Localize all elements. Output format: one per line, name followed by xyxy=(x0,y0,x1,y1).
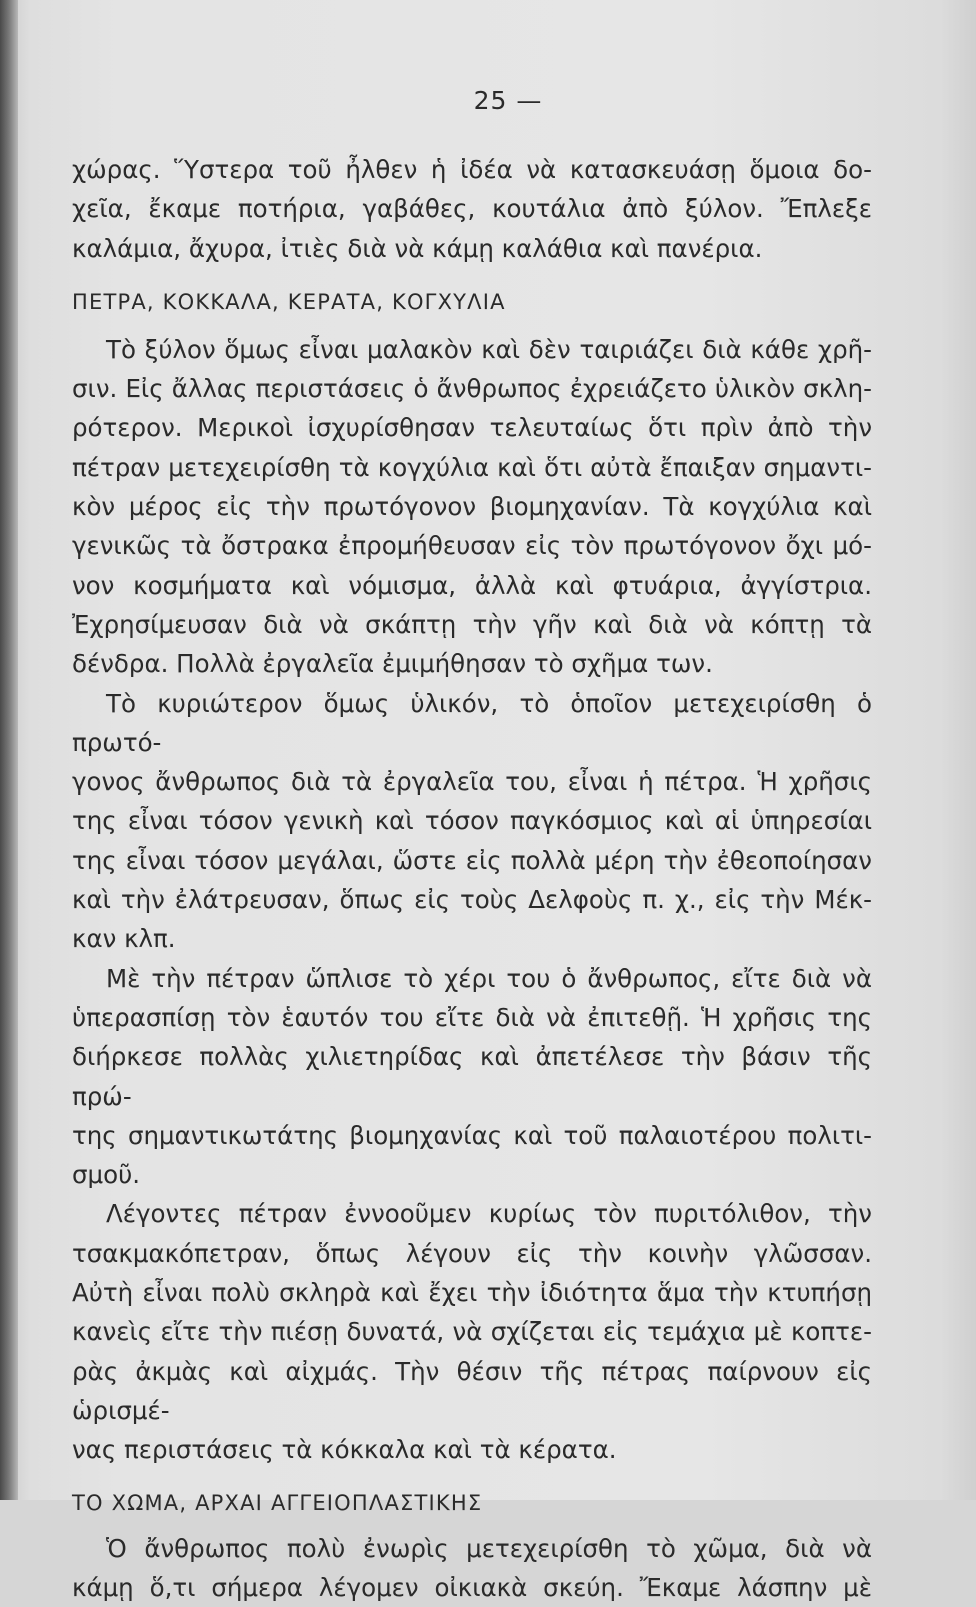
text-line: Τὸ κυριώτερον ὅμως ὑλικόν, τὸ ὁποῖον μετεχειρίσθη ὁ πρωτό- xyxy=(72,688,872,757)
text-line: ρότερον. Μερικοὶ ἰσχυρίσθησαν τελευταίως ὅτι πρὶν ἀπὸ τὴν xyxy=(72,413,872,443)
text-line: χώρας. Ὕστερα τοῦ ἦλθεν ἡ ἰδέα νὰ κατασκευάσῃ ὅμοια δο- xyxy=(72,155,872,184)
text-line: Μὲ τὴν πέτραν ὥπλισε τὸ χέρι του ὁ ἄνθρωπος, εἴτε διὰ νὰ xyxy=(106,963,872,993)
text-line: γονος ἄνθρωπος διὰ τὰ ἐργαλεῖα του, εἶναι ἡ πέτρα. Ἡ χρῆσις xyxy=(72,767,872,797)
text-line: διήρκεσε πολλὰς χιλιετηρίδας καὶ ἀπετέλεσε τὴν βάσιν τῆς πρώ- xyxy=(72,1042,872,1111)
text-line: γενικῶς τὰ ὄστρακα ἐπρομήθευσαν εἰς τὸν πρωτόγονον ὄχι μό- xyxy=(72,531,872,561)
text-line: σμοῦ. xyxy=(72,1160,141,1190)
text-line: δένδρα. Πολλὰ ἐργαλεῖα ἐμιμήθησαν τὸ σχῆμα των. xyxy=(72,649,713,679)
page-body xyxy=(72,150,872,1607)
text-line: της εἶναι τόσον γενικὴ καὶ τόσον παγκόσμιος καὶ αἱ ὑπηρεσίαι xyxy=(72,806,872,836)
text-line: καὶ τὴν ἐλάτρευσαν, ὅπως εἰς τοὺς Δελφοὺς π. χ., εἰς τὴν Μέκ- xyxy=(72,885,872,915)
text-line: σιν. Εἰς ἄλλας περιστάσεις ὁ ἄνθρωπος ἐχρειάζετο ὑλικὸν σκλη- xyxy=(72,374,872,404)
text-line: ρὰς ἀκμὰς καὶ αἰχμάς. Τὴν θέσιν τῆς πέτρας παίρνουν εἰς ὡρισμέ- xyxy=(72,1356,872,1425)
text-line: χεῖα, ἔκαμε ποτήρια, γαβάθες, κουτάλια ἀπὸ ξύλον. Ἔπλεξε xyxy=(72,194,872,224)
text-line: Ὁ ἄνθρωπος πολὺ ἐνωρὶς μετεχειρίσθη τὸ χῶμα, διὰ νὰ xyxy=(106,1533,872,1563)
book-spine-shadow xyxy=(0,0,18,1500)
text-line: Ἐχρησίμευσαν διὰ νὰ σκάπτῃ τὴν γῆν καὶ διὰ νὰ κόπτῃ τὰ xyxy=(72,609,872,639)
text-line: κανεὶς εἴτε τὴν πιέσῃ δυνατά, νὰ σχίζεται εἰς τεμάχια μὲ κοπτε- xyxy=(72,1317,872,1347)
text-line: Λέγοντες πέτραν ἐννοοῦμεν κυρίως τὸν πυριτόλιθον, τὴν xyxy=(106,1199,872,1229)
text-line: κάμῃ ὅ,τι σήμερα λέγομεν οἰκιακὰ σκεύη. Ἔκαμε λάσπην μὲ xyxy=(72,1572,872,1602)
text-line: νας περιστάσεις τὰ κόκκαλα καὶ τὰ κέρατα. xyxy=(72,1435,617,1465)
text-line: πέτραν μετεχειρίσθη τὰ κογχύλια καὶ ὅτι αὐτὰ ἔπαιξαν σημαντι- xyxy=(72,452,872,482)
text-line: καλάμια, ἄχυρα, ἰτιὲς διὰ νὰ κάμῃ καλάθια καὶ πανέρια. xyxy=(72,233,763,263)
text-line: ὑπερασπίσῃ τὸν ἑαυτόν του εἴτε διὰ νὰ ἐπιτεθῇ. Ἡ χρῆσις της xyxy=(72,1002,872,1032)
text-line: της σημαντικωτάτης βιομηχανίας καὶ τοῦ παλαιοτέρου πολιτι- xyxy=(72,1120,872,1150)
text-line: κὸν μέρος εἰς τὴν πρωτόγονον βιομηχανίαν. Τὰ κογχύλια καὶ xyxy=(72,492,872,522)
text-line: καν κλπ. xyxy=(72,924,176,954)
text-line: τσακμακόπετραν, ὅπως λέγουν εἰς τὴν κοινὴν γλῶσσαν. xyxy=(72,1238,872,1268)
text-line: Τὸ ξύλον ὅμως εἶναι μαλακὸν καὶ δὲν ταιριάζει διὰ κάθε χρῆ- xyxy=(106,334,872,364)
text-line: νον κοσμήματα καὶ νόμισμα, ἀλλὰ καὶ φτυάρια, ἀγγίστρια. xyxy=(72,570,872,600)
page-number: 25 — xyxy=(473,86,543,115)
section-heading-clay: ΤΟ ΧΩΜΑ, ΑΡΧΑΙ ΑΓΓΕΙΟΠΛΑΣΤΙΚΗΣ xyxy=(72,1490,483,1515)
section-heading-stone: ΠΕΤΡΑ, ΚΟΚΚΑΛΑ, ΚΕΡΑΤΑ, ΚΟΓΧΥΛΙΑ xyxy=(72,289,506,314)
text-line: Αὐτὴ εἶναι πολὺ σκληρὰ καὶ ἔχει τὴν ἰδιότητα ἅμα τὴν κτυπήσῃ xyxy=(72,1278,872,1308)
text-line: της εἶναι τόσον μεγάλαι, ὥστε εἰς πολλὰ μέρη τὴν ἐθεοποίησαν xyxy=(72,845,872,875)
